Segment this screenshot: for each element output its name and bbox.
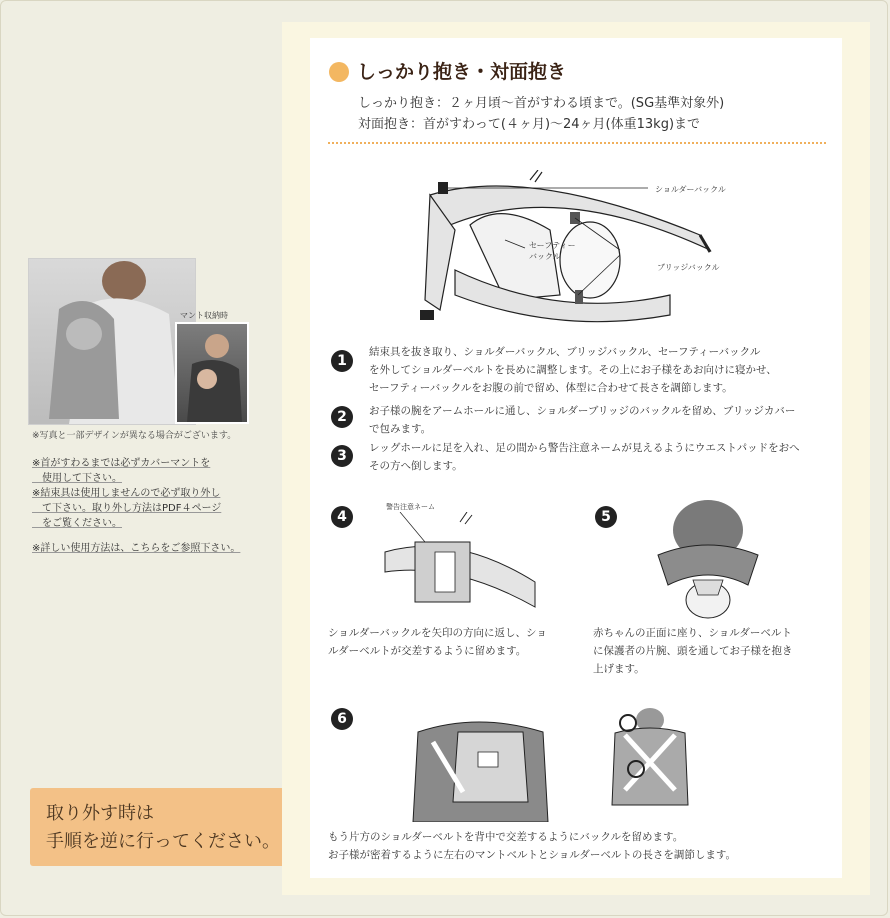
step-6-text [328, 828, 736, 864]
step-6-figure-front [408, 712, 553, 822]
note-line: ※結束具は使用しませんので必ず取り外し [32, 488, 221, 499]
step-line: で包みます。 [369, 423, 432, 435]
step-3-badge: 3 [331, 445, 353, 467]
step-6-badge: 6 [331, 708, 353, 730]
usage-notes [32, 456, 282, 556]
note-line: ※首がすわるまでは必ずカバーマントを [32, 458, 211, 469]
note-line: をご覧ください。 [32, 518, 122, 529]
step-2-badge: 2 [331, 406, 353, 428]
detail-link[interactable]: ※詳しい使用方法は、こちらをご参照下さい。 [32, 543, 241, 554]
step-line: お子様が密着するように左右のマントベルトとショルダーベルトの長さを調節します。 [328, 849, 737, 861]
step-5-figure [648, 495, 768, 620]
step-4-text [328, 624, 547, 660]
step-line: を外してショルダーベルトを長めに調整します。その上にお子様をあお向けに寝かせ、 [369, 364, 777, 376]
note-line: て下さい。取り外し方法はPDF４ページ [32, 503, 222, 514]
step-5-badge: 5 [595, 506, 617, 528]
step-4-figure [375, 512, 545, 617]
label-shoulder-buckle: ショルダーバックル [655, 185, 726, 194]
subtitle: しっかり抱き：２ヶ月頃〜首がすわる頃まで。(SG基準対象外) [358, 96, 725, 111]
subtitle: 対面抱き：首がすわって(４ヶ月)〜24ヶ月(体重13kg)まで [358, 117, 701, 132]
step-line: ルダーベルトが交差するように留めます。 [328, 645, 527, 657]
step-line: レッグホールに足を入れ、足の間から警告注意ネームが見えるようにウエストパッドをおへ [369, 442, 800, 454]
step-1-text [369, 343, 777, 397]
removal-callout [30, 788, 305, 866]
step-6-figure-back [600, 705, 700, 817]
product-photo [28, 258, 196, 425]
step-1-badge: 1 [331, 350, 353, 372]
product-inset-photo [175, 322, 249, 424]
title-bullet-icon [329, 62, 349, 82]
callout-line: 取り外す時は [46, 803, 154, 824]
step-line: もう片方のショルダーベルトを背中で交差するようにバックルを留めます。 [328, 831, 684, 843]
step-4-badge: 4 [331, 506, 353, 528]
step-line: お子様の腕をアームホールに通し、ショルダーブリッジのバックルを留め、ブリッジカバー [369, 405, 796, 417]
step-line: 結束具を抜き取り、ショルダーバックル、ブリッジバックル、セーフティーバックル [369, 346, 761, 358]
step-5-text [593, 624, 793, 678]
page-title: しっかり抱き・対面抱き [357, 61, 567, 83]
step-3-text [369, 439, 800, 475]
photo-note: ※写真と一部デザインが異なる場合がございます。 [32, 431, 237, 441]
label-bridge-buckle: ブリッジバックル [657, 263, 720, 272]
step-2-text [369, 402, 795, 438]
step-line: に保護者の片腕、頭を通してお子様を抱き [593, 645, 793, 657]
step-line: その方へ倒します。 [369, 460, 463, 472]
step-line: 上げます。 [593, 663, 645, 675]
step-4-label: 警告注意ネーム [386, 503, 435, 511]
step-line: ショルダーバックルを矢印の方向に返し、ショ [328, 627, 547, 639]
step-line: 赤ちゃんの正面に座り、ショルダーベルト [593, 627, 792, 639]
divider [328, 142, 826, 144]
step-line: セーフティーバックルをお腹の前で留め、体型に合わせて長さを調節します。 [369, 382, 733, 394]
callout-line: 手順を逆に行ってください。 [46, 831, 280, 852]
label-safety-buckle: セーフティー バックル [529, 241, 576, 261]
note-line: 使用して下さい。 [32, 473, 122, 484]
inset-label: マント収納時 [180, 311, 228, 320]
